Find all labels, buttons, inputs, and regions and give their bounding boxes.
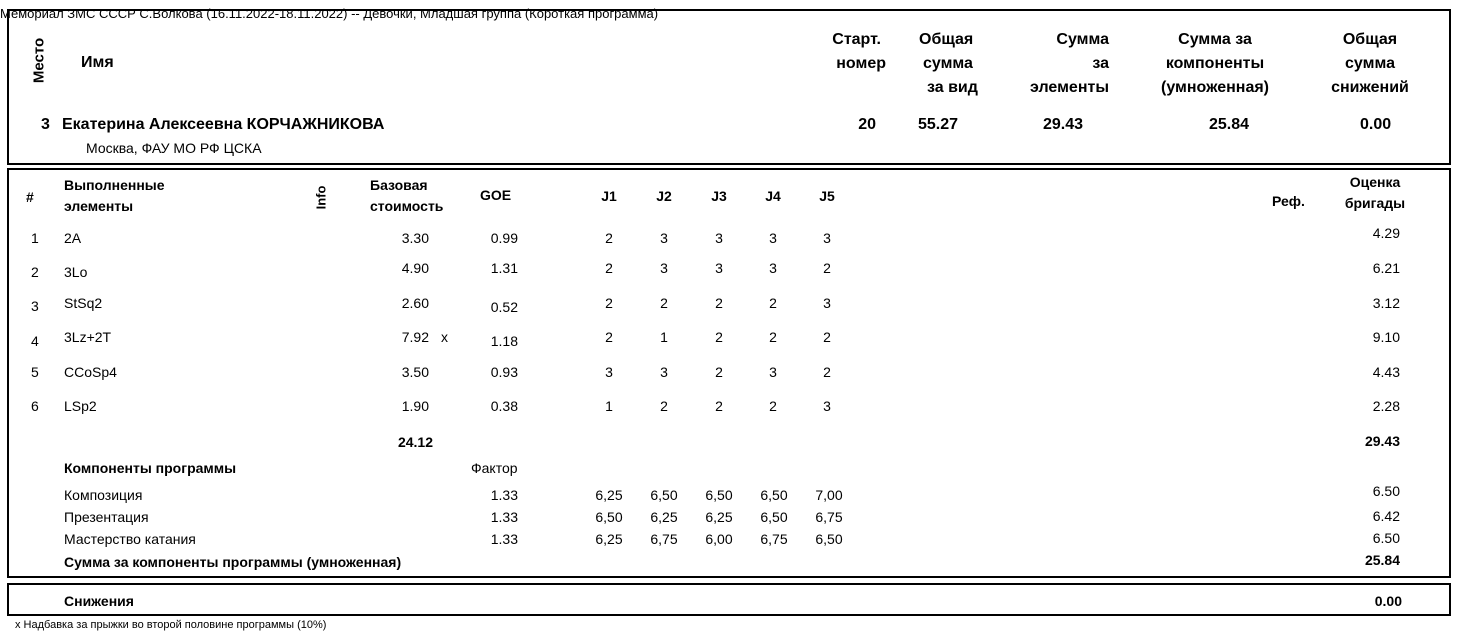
- element-j4: 3: [769, 364, 777, 380]
- element-score: 3.12: [1372, 295, 1400, 311]
- components-label-3: (умноженная): [1161, 79, 1269, 96]
- element-score: 9.10: [1372, 329, 1400, 345]
- component-factor: 1.33: [490, 531, 518, 547]
- element-base: 1.90: [401, 398, 429, 414]
- base-header-2: стоимость: [370, 198, 444, 214]
- base-header-1: Базовая: [370, 177, 428, 193]
- component-j4: 6,50: [760, 487, 788, 503]
- component-row: [0, 509, 1463, 529]
- element-num: 1: [31, 230, 39, 246]
- element-j4: 2: [769, 329, 777, 345]
- element-score: 4.29: [1372, 225, 1400, 241]
- deductions-box: [7, 583, 1451, 616]
- element-name: 3Lz+2T: [64, 329, 112, 345]
- element-j1: 2: [605, 329, 613, 345]
- total-label-1: Общая: [919, 31, 974, 48]
- element-name: 3Lo: [64, 264, 88, 280]
- components-total-value: 25.84: [1364, 552, 1400, 568]
- skater-components-score: 25.84: [1209, 116, 1250, 133]
- component-factor: 1.33: [490, 487, 518, 503]
- element-j2: 1: [660, 329, 668, 345]
- judge-header-1: J1: [601, 188, 617, 204]
- component-row: [0, 531, 1463, 551]
- element-row: [0, 225, 1463, 251]
- start-no-label-2: номер: [836, 55, 886, 72]
- element-num: 4: [31, 333, 39, 349]
- element-j2: 3: [660, 260, 668, 276]
- ref-header: Реф.: [1272, 193, 1305, 209]
- element-j5: 3: [823, 295, 831, 311]
- element-row: [0, 297, 1463, 319]
- element-name: LSp2: [64, 398, 97, 414]
- name-label: Имя: [81, 54, 114, 71]
- element-name: StSq2: [64, 295, 103, 311]
- skater-place: 3: [41, 116, 50, 133]
- element-goe: 0.52: [490, 299, 518, 315]
- element-goe: 1.31: [490, 260, 518, 276]
- element-name: CCoSp4: [64, 364, 117, 380]
- components-label-2: компоненты: [1165, 55, 1265, 72]
- element-base: 7.92: [401, 329, 429, 345]
- element-j3: 2: [715, 398, 723, 414]
- skater-total: 55.27: [918, 116, 959, 133]
- element-j1: 2: [605, 295, 613, 311]
- judge-header-5: J5: [819, 188, 835, 204]
- element-row: [0, 331, 1463, 353]
- footnote: x Надбавка за прыжки во второй половине программы (10%): [15, 619, 327, 631]
- element-j1: 1: [605, 398, 613, 414]
- element-score: 4.43: [1372, 364, 1400, 380]
- judge-header-2: J2: [656, 188, 672, 204]
- elements-label-2: за: [1092, 55, 1109, 72]
- component-j5: 6,50: [815, 531, 843, 547]
- element-goe: 0.99: [490, 230, 518, 246]
- element-goe: 1.18: [490, 333, 518, 349]
- element-j5: 3: [823, 398, 831, 414]
- component-j2: 6,50: [650, 487, 678, 503]
- deductions-value: 0.00: [1374, 593, 1402, 609]
- component-j3: 6,00: [705, 531, 733, 547]
- element-num: 3: [31, 298, 39, 314]
- component-name: Композиция: [64, 487, 143, 503]
- executed-header-2: элементы: [64, 198, 134, 214]
- panel-header-2: бригады: [1344, 195, 1406, 211]
- element-num: 2: [31, 264, 39, 280]
- component-j3: 6,25: [705, 509, 733, 525]
- element-j5: 2: [823, 329, 831, 345]
- element-j5: 2: [823, 364, 831, 380]
- element-j5: 3: [823, 230, 831, 246]
- element-j1: 2: [605, 230, 613, 246]
- elements-label-1: Сумма: [1056, 31, 1109, 48]
- component-row: [0, 483, 1463, 507]
- element-base: 3.50: [401, 364, 429, 380]
- skater-name: Екатерина Алексеевна КОРЧАЖНИКОВА: [62, 116, 385, 133]
- skater-club: Москва, ФАУ МО РФ ЦСКА: [86, 140, 262, 156]
- component-score: 6.50: [1372, 483, 1400, 499]
- element-j2: 3: [660, 230, 668, 246]
- element-base: 4.90: [401, 260, 429, 276]
- elements-label-3: элементы: [1030, 79, 1109, 96]
- element-j2: 2: [660, 295, 668, 311]
- total-label-3: за вид: [927, 79, 978, 96]
- element-num: 6: [31, 398, 39, 414]
- element-score: 2.28: [1372, 398, 1400, 414]
- component-j1: 6,25: [595, 487, 623, 503]
- deductions-label-2: сумма: [1345, 55, 1395, 72]
- component-j4: 6,75: [760, 531, 788, 547]
- element-num: 5: [31, 364, 39, 380]
- element-info: x: [441, 329, 448, 345]
- components-title: Компоненты программы: [64, 460, 237, 476]
- element-j4: 2: [769, 398, 777, 414]
- component-name: Мастерство катания: [64, 531, 196, 547]
- component-j2: 6,25: [650, 509, 678, 525]
- component-j5: 6,75: [815, 509, 843, 525]
- element-j3: 3: [715, 230, 723, 246]
- element-j4: 2: [769, 295, 777, 311]
- factor-header: Фактор: [471, 460, 518, 476]
- start-no-label-1: Старт.: [832, 31, 881, 48]
- component-name: Презентация: [64, 509, 149, 525]
- components-label-1: Сумма за: [1178, 31, 1252, 48]
- event-title: Мемориал ЗМС СССР С.Волкова (16.11.2022-18.11.2022) -- Девочки, Младшая группа (Короткая программа): [0, 6, 659, 21]
- component-j5: 7,00: [815, 487, 843, 503]
- element-j3: 2: [715, 295, 723, 311]
- component-j4: 6,50: [760, 509, 788, 525]
- place-label: Место: [30, 37, 48, 84]
- element-score: 6.21: [1372, 260, 1400, 276]
- element-j3: 3: [715, 260, 723, 276]
- component-j2: 6,75: [650, 531, 678, 547]
- skater-start-no: 20: [858, 116, 876, 133]
- deductions-label: Снижения: [64, 593, 134, 609]
- element-row: [0, 260, 1463, 285]
- component-factor: 1.33: [490, 509, 518, 525]
- element-j4: 3: [769, 260, 777, 276]
- element-goe: 0.38: [490, 398, 518, 414]
- executed-header-1: Выполненные: [64, 177, 165, 193]
- panel-header-1: Оценка: [1349, 174, 1401, 190]
- elements-base-total: 24.12: [397, 434, 433, 450]
- component-score: 6.50: [1372, 530, 1400, 546]
- judge-header-3: J3: [711, 188, 727, 204]
- elements-score-total: 29.43: [1364, 433, 1400, 449]
- element-j1: 2: [605, 260, 613, 276]
- element-j3: 2: [715, 364, 723, 380]
- info-header: Info: [313, 185, 329, 210]
- element-base: 2.60: [401, 295, 429, 311]
- element-j3: 2: [715, 329, 723, 345]
- num-header: #: [26, 189, 34, 205]
- component-j1: 6,50: [595, 509, 623, 525]
- skater-deductions: 0.00: [1360, 116, 1392, 133]
- components-total-label: Сумма за компоненты программы (умноженная): [64, 554, 402, 570]
- goe-header: GOE: [480, 187, 512, 203]
- element-j4: 3: [769, 230, 777, 246]
- element-row: [0, 365, 1463, 387]
- deductions-label-3: снижений: [1331, 79, 1409, 96]
- element-name: 2A: [64, 230, 82, 246]
- deductions-label-1: Общая: [1342, 31, 1398, 48]
- skater-elements-score: 29.43: [1043, 116, 1084, 133]
- element-base: 3.30: [401, 230, 429, 246]
- component-j3: 6,50: [705, 487, 733, 503]
- element-j2: 2: [660, 398, 668, 414]
- component-score: 6.42: [1372, 508, 1400, 524]
- judge-header-4: J4: [765, 188, 781, 204]
- element-j5: 2: [823, 260, 831, 276]
- component-j1: 6,25: [595, 531, 623, 547]
- total-label-2: сумма: [923, 55, 973, 72]
- element-row: [0, 399, 1463, 421]
- element-j2: 3: [660, 364, 668, 380]
- element-j1: 3: [605, 364, 613, 380]
- element-goe: 0.93: [490, 364, 518, 380]
